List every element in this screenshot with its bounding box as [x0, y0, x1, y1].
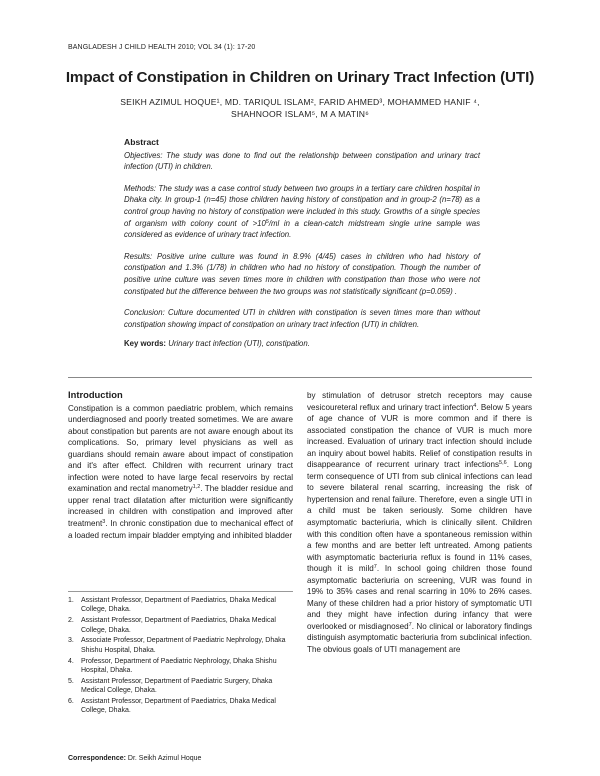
author-line-2: SHAHNOOR ISLAM⁵, M A MATIN⁶ [231, 109, 369, 119]
footnote-number: 6. [68, 698, 74, 706]
intro-text: . No clinical or laboratory findings distinguish asymptomatic bacteriuria from subclinical infection. The obvious goals of UTI management are [307, 621, 532, 655]
citation-ref: 7 [373, 564, 377, 571]
introduction-paragraph-2 [307, 390, 532, 656]
footnote-number: 3. [68, 637, 74, 645]
correspondence-label: Correspondence: [68, 755, 126, 762]
left-column [68, 389, 293, 541]
footnote-number: 2. [68, 617, 74, 625]
abstract-objectives: Objectives: The study was done to find out the relationship between constipation and urinary tract infection (UTI) in children. [124, 150, 480, 172]
footnote-item [68, 677, 293, 696]
citation-ref: 5,6 [499, 460, 507, 467]
footnote-text: Assistant Professor, Department of Paediatric Surgery, Dhaka Medical College, Dhaka. [81, 677, 273, 695]
journal-citation: BANGLADESH J CHILD HEALTH 2010; VOL 34 (1): 17-20 [68, 44, 256, 51]
citation-ref: 7 [408, 621, 412, 628]
right-column [307, 390, 532, 656]
citation-ref: 3 [102, 519, 106, 526]
footnote-number: 1. [68, 597, 74, 604]
intro-text: Constipation is a common paediatric problem, which remains underdiagnosed and poorly treated sometimes. We are aware about constipation but parents are not aware enough about its complications. So, primary level physicians as well as guardians should remain aware about impact of constipation and it's after effect. Children with recurrent urinary tract infection were noted to have large fecal reservoirs by rectal examination and rectal manometry [68, 403, 293, 494]
methods-text-b: /ml in a clean-catch midstream single urine sample was considered as evidence of urinary tract infection. [124, 218, 480, 240]
footnote-text: Assistant Professor, Department of Paediatrics, Dhaka Medical College, Dhaka. [81, 617, 276, 634]
abstract-conclusion: Conclusion: Culture documented UTI in children with constipation is seven times more than without constipation showing impact of constipation on urinary tract infection (UTI) in children. [124, 308, 480, 329]
citation-ref: 4 [473, 402, 477, 409]
introduction-paragraph-1 [68, 403, 293, 542]
abstract-section [124, 137, 480, 360]
intro-text: . Below 5 years of age chance of VUR is more common and if there is associated constipation the chance of VUR is much more increased. Evaluation of urinary tract infection should include an inquiry about bowel habits. Relief of constipation results in disappearance of recurrent urinary tract infections [307, 402, 532, 470]
keywords-label: Key words: [124, 339, 167, 349]
footnote-divider [68, 591, 293, 592]
intro-text: . The bladder residue and upper renal tract dilatation after micturition were significantly increased in children with constipation and improved after treatment [68, 484, 293, 529]
footnote-number: 4. [68, 657, 74, 665]
footnote-item [68, 596, 293, 615]
intro-text: . Long term consequence of UTI from sub clinical infections can lead to severe bilateral renal scarring, increasing the risk of hypertension and renal failure. Therefore, even a single UTI in a child must be taken seriously. Some children have asymptomatic bacteriuria, which is clinically silent. Children with this condition often have a spontaneous remission within a few months and are better left untreated. Among patients with asymptomatic bacteriuria reflux is found in 11% cases, though it is mild [307, 460, 532, 574]
article-title: Impact of Constipation in Children on Urinary Tract Infection (UTI) [65, 69, 535, 86]
footnote-text: Assistant Professor, Department of Paediatrics, Dhaka Medical College, Dhaka. [81, 698, 276, 715]
abstract-results: Results: Positive urine culture was found in 8.9% (4/45) cases in children who had history of constipation and 1.3% (1/78) in children who had no history of constipation. Though the number of positive urine culture was seven times more in children with constipation than those who were not constipated but the difference between the two groups was not statistically significant (p=0.059) . [124, 251, 480, 296]
author-list [80, 96, 520, 120]
intro-text: . In chronic constipation due to mechanical effect of a loaded rectum impair bladder emptying and inhibited bladder [68, 519, 293, 540]
introduction-heading: Introduction [68, 389, 123, 400]
footnote-item [68, 616, 293, 635]
footnote-text: Associate Professor, Department of Paediatric Nephrology, Dhaka Shishu Hospital, Dhaka. [81, 637, 286, 654]
footnote-text: Professor, Department of Paediatric Nephrology, Dhaka Shishu Hospital, Dhaka. [81, 657, 277, 675]
correspondence-note [68, 755, 201, 762]
intro-text: by stimulation of detrusor stretch receptors may cause vesicoureteral reflux and urinary tract infection [307, 391, 532, 412]
correspondence-name: Dr. Seikh Azimul Hoque [125, 755, 202, 762]
keywords [124, 338, 480, 350]
citation-ref: 1,2 [192, 484, 201, 491]
abstract-methods [124, 183, 480, 241]
abstract-heading: Abstract [124, 137, 159, 147]
intro-text: . In school going children those found asymptomatic bacteriuria on screening, VUR was found in 19% to 35% cases and renal scarring in 10% to 26% cases. Many of these children had a prior history of symptomatic UTI and they might have infection during infancy that were overlooked or misdiagnosed [307, 564, 533, 631]
footnote-item [68, 697, 293, 716]
section-divider [68, 377, 532, 378]
footnote-item [68, 657, 293, 676]
footnote-item [68, 636, 293, 655]
affiliation-footnotes [68, 596, 293, 717]
methods-superscript: 5 [265, 218, 269, 225]
footnote-number: 5. [68, 677, 74, 685]
keywords-text: Urinary tract infection (UTI), constipation. [166, 339, 310, 349]
methods-text-a: Methods: The study was a case control study between two groups in a tertiary care children hospital in Dhaka city. In group-1 (n=45) those children having history of constipation and in group-2 (n=78) as a control group having no history of constipation were included in this study. Growths of a single species of organism with colony count of >10 [124, 183, 480, 228]
author-line-1: SEIKH AZIMUL HOQUE¹, MD. TARIQUL ISLAM², FARID AHMED³, MOHAMMED HANIF ⁴, [120, 97, 480, 107]
footnote-text: Assistant Professor, Department of Paediatrics, Dhaka Medical College, Dhaka. [81, 597, 276, 614]
